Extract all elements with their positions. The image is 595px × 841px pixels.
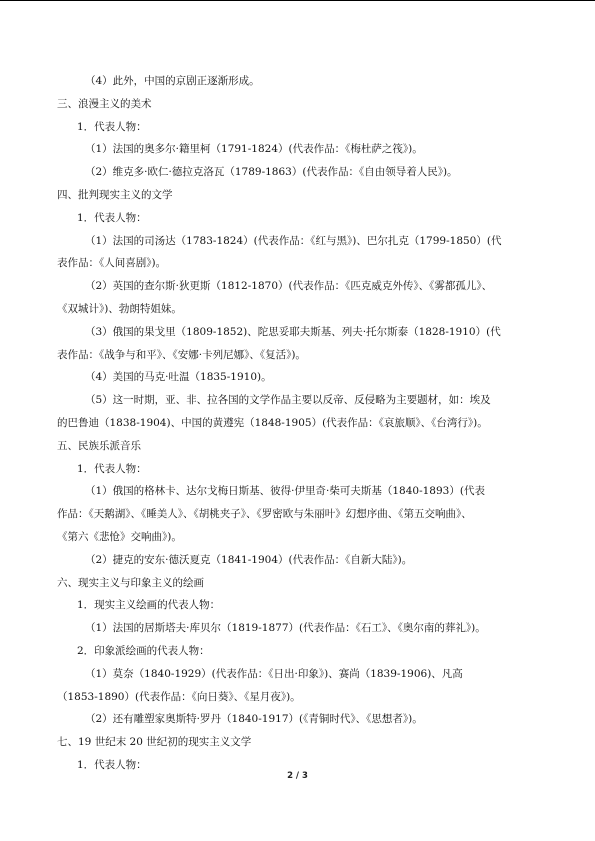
- text-line: 表作品：《人间喜剧》)。: [57, 257, 167, 270]
- section-heading: 四、批判现实主义的文学: [57, 189, 173, 201]
- text-line: 1．现实主义绘画的代表人物：: [77, 599, 221, 612]
- text-line: 的巴鲁迪（1838-1904)、中国的黄遵宪（1848-1905）(代表作品：《哀旅顺》、《台湾行》)。: [57, 417, 488, 429]
- page-number: 2 / 3: [287, 771, 308, 781]
- text-line: （1）法国的司汤达（1783-1824）(代表作品：《红与黑》)、巴尔扎克（1799-1850）(代: [85, 234, 502, 247]
- text-line: （1）法国的居斯塔夫·库贝尔（1819-1877）(代表作品：《石工》、《奥尔南的葬礼》)。: [85, 622, 486, 635]
- text-line: 1．代表人物：: [77, 462, 147, 475]
- text-line: （1）俄国的格林卡、达尔戈梅日斯基、彼得·伊里奇·柴可夫斯基（1840-1893）(代表: [85, 485, 485, 498]
- text-line: （3）俄国的果戈里（1809-1852)、陀思妥耶夫斯基、列夫·托尔斯泰（1828-1910）(代: [85, 325, 501, 338]
- section-heading: 六、现实主义与印象主义的绘画: [57, 576, 204, 589]
- text-line: （2）还有雕塑家奥斯特·罗丹（1840-1917）(《青铜时代》、《思想者》)。: [85, 713, 423, 726]
- text-line: （4）此外，中国的京剧正逐渐形成。: [85, 75, 260, 87]
- text-line: （5）这一时期，亚、非、拉各国的文学作品主要以反帝、反侵略为主要题材，如：埃及: [85, 394, 491, 407]
- text-line: 1．代表人物：: [77, 759, 147, 771]
- text-line: （1）法国的奥多尔·籍里柯（1791-1824）(代表作品：《梅杜萨之筏》)。: [85, 143, 423, 156]
- text-line: 1．代表人物：: [77, 120, 147, 133]
- text-line: （4）美国的马克·吐温（1835-1910)。: [85, 371, 272, 384]
- text-line: （2）捷克的安东·德沃夏克（1841-1904）(代表作品：《自新大陆》)。: [85, 553, 413, 566]
- text-line: 《第六《悲怆》交响曲》)。: [57, 531, 182, 543]
- section-heading: 五、民族乐派音乐: [57, 439, 141, 452]
- text-line: 1．代表人物：: [77, 211, 147, 224]
- section-heading: 三、浪漫主义的美术: [57, 97, 152, 110]
- text-line: 《双城计》)、勃朗特姐妹。: [57, 303, 182, 315]
- text-line: 作品：《天鹅湖》、《睡美人》、《胡桃夹子》、《罗密欧与朱丽叶》幻想序曲、《第五交响曲》、: [57, 508, 472, 521]
- text-line: （2）维克多·欧仁·德拉克洛瓦（1789-1863）(代表作品：《自由领导着人民》)。: [85, 166, 458, 179]
- text-line: （2）英国的查尔斯·狄更斯（1812-1870）(代表作品：《匹克威克外传》、《雾都孤儿》、: [85, 280, 493, 293]
- top-rule: [0, 0, 595, 1]
- text-line: 表作品：《战争与和平》、《安娜·卡列尼娜》、《复活》)。: [57, 348, 306, 361]
- text-line: （1853-1890）(代表作品：《向日葵》、《星月夜》)。: [57, 690, 301, 703]
- text-line: （1）莫奈（1840-1929）(代表作品：《日出·印象》)、赛尚（1839-1906)、凡高: [85, 667, 463, 680]
- section-heading: 七、19 世纪末 20 世纪初的现实主义文学: [57, 736, 252, 749]
- text-line: 2．印象派绘画的代表人物：: [77, 645, 210, 657]
